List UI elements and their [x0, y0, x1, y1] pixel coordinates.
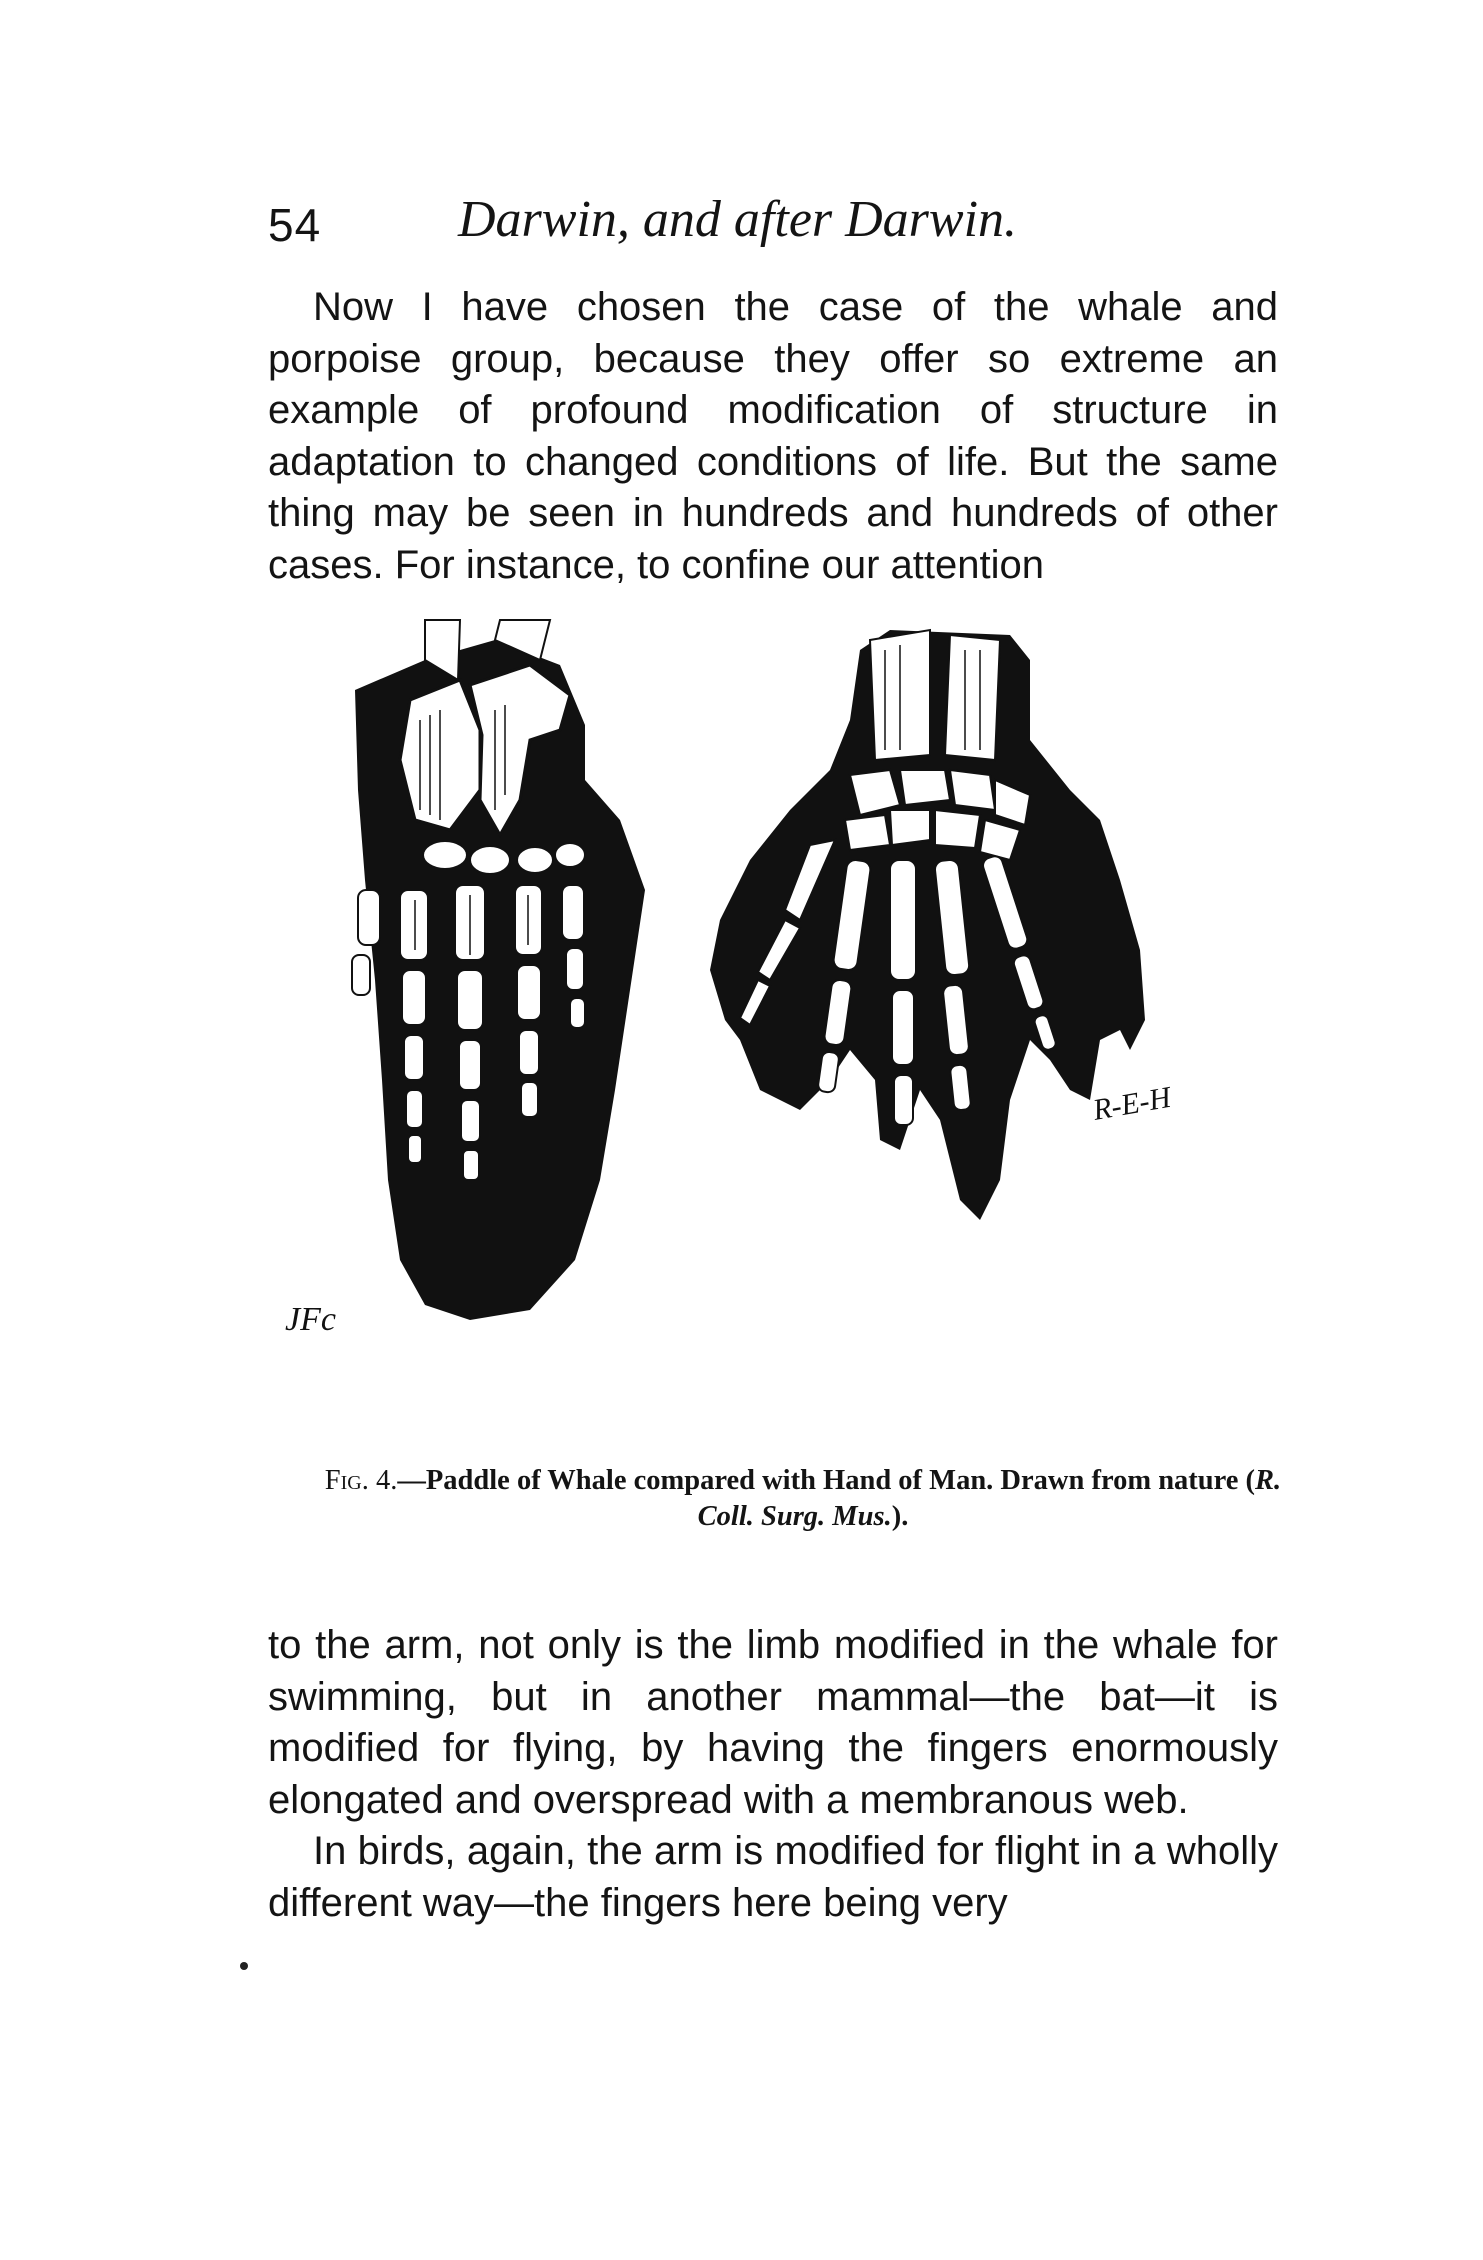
body-text-bottom	[268, 1620, 1278, 1929]
page-number: 54	[268, 199, 322, 251]
body-text-top	[268, 282, 1278, 591]
human-hand-drawing	[710, 630, 1145, 1220]
paragraph: In birds, again, the arm is modified for flight in a wholly different way—the fingers here being very	[268, 1829, 1278, 1925]
figure-illustration	[285, 620, 1270, 1420]
caption-source: R. Coll. Surg. Mus.	[697, 1465, 1282, 1532]
paragraph: Now I have chosen the case of the whale and porpoise group, because they offer so extreme an example of profound modification of structure in adaptation to changed conditions of life. But the same thing may be seen in hundreds and hundreds of other cases. For instance, to confine our attention	[268, 285, 1278, 587]
artist-signature-right: R-E-H	[1090, 1080, 1174, 1127]
caption-text-2: ).	[891, 1501, 909, 1532]
running-title: Darwin, and after Darwin.	[458, 191, 1018, 248]
paragraph: to the arm, not only is the limb modified in the whale for swimming, but in another mammal—the bat—it is modified for flying, by having the fingers enormously elongated and overspread with a membranous web.	[268, 1623, 1278, 1822]
engraver-signature-left: JFc	[285, 1301, 336, 1338]
figure-whale-paddle-and-human-hand	[285, 620, 1270, 1420]
running-head	[268, 190, 1278, 260]
margin-mark	[240, 1962, 248, 1970]
figure-label: Fig. 4.	[324, 1465, 398, 1496]
whale-paddle-drawing	[352, 620, 645, 1320]
figure-caption	[308, 1463, 1298, 1535]
caption-text-1: —Paddle of Whale compared with Hand of Man. Drawn from nature (	[397, 1465, 1256, 1496]
